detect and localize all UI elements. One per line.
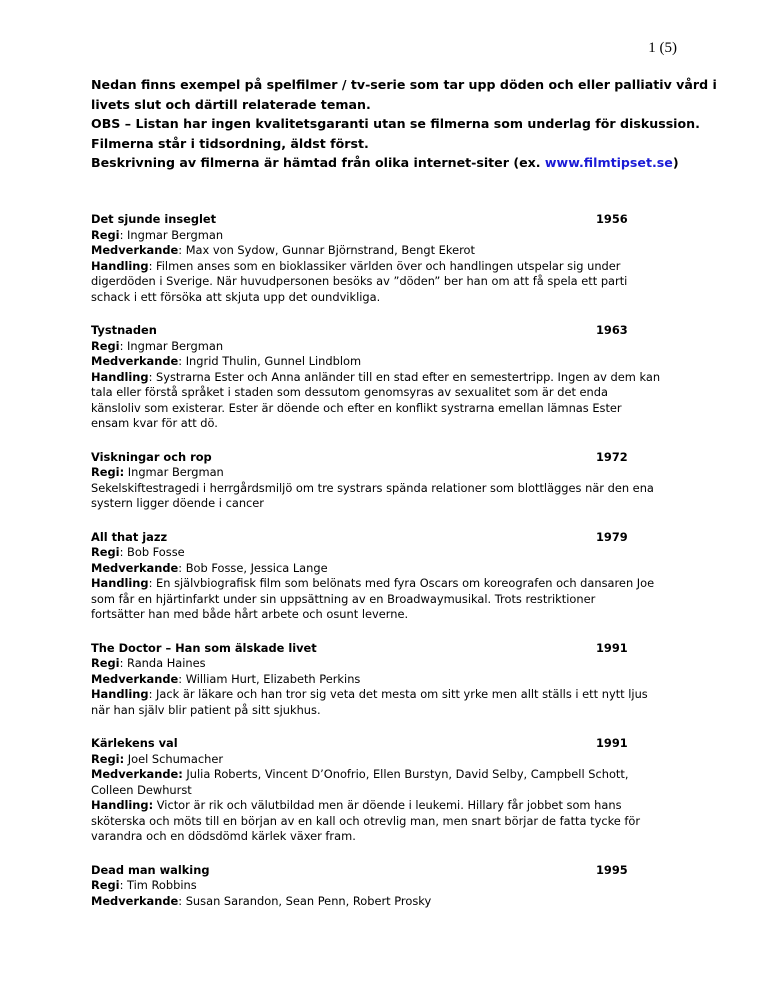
film-plot: tala eller förstå språket i staden som dessutom genomsyras av sexualitet som är det enda xyxy=(91,385,608,399)
film-plot: när han själv blir patient på sitt sjukhus. xyxy=(91,702,321,717)
film-director: Tim Robbins xyxy=(127,878,197,892)
film-year: 1979 xyxy=(596,529,628,544)
film-director: Bob Fosse xyxy=(127,545,185,559)
filmtipset-link[interactable]: www.filmtipset.se xyxy=(544,155,673,170)
intro-prefix: Beskrivning av filmerna är hämtad från olika internet-siter (ex. xyxy=(91,155,545,170)
film-plot: som får en hjärtinfarkt under sin uppsättning av en Broadwaymusikal. Trots restriktioner xyxy=(91,591,596,606)
handling-label: Handling xyxy=(91,258,149,273)
film-entry: All that jazz 1979 Regi: Bob Fosse Medverkande: Bob Fosse, Jessica Lange Handling: En självbiografisk film som belönats med fyra Oscars om koreografen och dansaren Joe som får en hjärtinfarkt under sin uppsättning av en Broadwaymusikal. Trots restriktioner fortsätter han med både hårt arbete och osunt leverne. xyxy=(91,530,691,623)
film-plot: Sekelskiftestragedi i herrgårdsmiljö om tre systrars spända relationer som blottlägges när den ena xyxy=(91,480,654,495)
film-year: 1995 xyxy=(596,862,628,877)
medverkande-label: Medverkande xyxy=(91,893,179,908)
regi-label: Regi: xyxy=(91,751,125,766)
film-title: All that jazz xyxy=(91,529,168,544)
film-cast: Julia Roberts, Vincent D’Onofrio, Ellen Burstyn, David Selby, Campbell Schott, xyxy=(186,767,629,781)
handling-label: Handling xyxy=(91,369,149,384)
film-plot: ensam kvar för att dö. xyxy=(91,416,218,430)
page-number: 1 (5) xyxy=(648,40,677,56)
intro-line: Nedan finns exempel på spelfilmer / tv-serie som tar upp döden och eller palliativ vård i xyxy=(91,77,717,92)
handling-label: Handling: xyxy=(91,798,154,812)
film-year: 1991 xyxy=(596,640,628,655)
film-entry xyxy=(91,736,691,845)
medverkande-label: Medverkande xyxy=(91,243,179,257)
film-plot: En självbiografisk film som belönats med fyra Oscars om koreografen och dansaren Joe xyxy=(156,576,655,590)
film-entry xyxy=(91,450,691,512)
film-title: Viskningar och rop xyxy=(91,449,212,464)
film-title: Det sjunde inseglet xyxy=(91,212,217,226)
regi-label: Regi xyxy=(91,656,120,670)
film-plot: sköterska och möts till en början av en kall och otrevlig man, men snart börjar de fatta tycke för xyxy=(91,813,641,828)
film-plot: Systrarna Ester och Anna anländer till en stad efter en semestertripp. Ingen av dem kan xyxy=(156,369,661,384)
film-year: 1991 xyxy=(596,736,628,750)
film-plot: känsloliv som existerar. Ester är döende och efter en konflikt systrarna emellan lämnas Ester xyxy=(91,400,622,415)
film-title: Kärlekens val xyxy=(91,736,178,750)
film-plot: systern ligger döende i cancer xyxy=(91,496,264,510)
film-entry: Tystnaden 1963 Regi: Ingmar Bergman Medverkande: Ingrid Thulin, Gunnel Lindblom Handling: Systrarna Ester och Anna anländer till en stad efter en semestertripp. Ingen av dem kan tala eller förstå språket i staden som dessutom genomsyras av sexualitet som är det enda känsloliv som existerar. Ester är döende och efter en konflikt systrarna emellan lämnas Ester ensam kvar för att dö. xyxy=(91,323,691,432)
intro-text xyxy=(91,75,717,173)
medverkande-label: Medverkande xyxy=(91,354,179,368)
regi-label: Regi xyxy=(91,227,120,242)
regi-label: Regi: xyxy=(91,465,125,479)
film-year: 1956 xyxy=(596,212,628,226)
intro-suffix: ) xyxy=(672,155,679,170)
film-cast: Colleen Dewhurst xyxy=(91,782,192,797)
film-cast: Susan Sarandon, Sean Penn, Robert Prosky xyxy=(185,893,432,908)
film-entry: Det sjunde inseglet 1956 Regi: Ingmar Bergman Medverkande: Max von Sydow, Gunnar Björnstrand, Bengt Ekerot Handling: Filmen anses som en bioklassiker världen över och handlingen utspelar sig under digerdöden i Sverige. När huvudpersonen besöks av ”döden” ber han om att få spela ett parti schack i ett försöka att skjuta upp det oundvikliga. xyxy=(91,212,691,305)
medverkande-label-text: Medverkande xyxy=(91,767,179,781)
film-plot: Jack är läkare och han tror sig veta det mesta om sitt yrke men allt ställs i ett nytt ljus xyxy=(156,687,648,701)
film-title: Dead man walking xyxy=(91,862,210,877)
regi-label: Regi xyxy=(91,878,120,892)
regi-label: Regi xyxy=(91,545,120,559)
film-cast: Bob Fosse, Jessica Lange xyxy=(185,560,328,575)
intro-line: Filmerna står i tidsordning, äldst först. xyxy=(91,135,369,151)
intro-line: livets slut och därtill relaterade teman. xyxy=(91,96,371,112)
film-cast: Max von Sydow, Gunnar Björnstrand, Bengt Ekerot xyxy=(185,243,475,257)
film-title: The Doctor – Han som älskade livet xyxy=(91,640,317,655)
film-list xyxy=(91,212,691,927)
film-director: Ingmar Bergman xyxy=(127,227,224,242)
film-director: Ingmar Bergman xyxy=(127,465,224,479)
film-director: Randa Haines xyxy=(127,656,206,670)
intro-line xyxy=(91,153,691,173)
regi-label-text: Regi xyxy=(91,751,120,766)
film-year: 1963 xyxy=(596,323,628,337)
regi-label-text: Regi xyxy=(91,465,120,479)
film-year: 1972 xyxy=(596,449,628,464)
handling-label: Handling xyxy=(91,687,149,701)
handling-label: Handling xyxy=(91,576,149,590)
film-plot: schack i ett försöka att skjuta upp det oundvikliga. xyxy=(91,289,381,304)
film-title: Tystnaden xyxy=(91,323,157,337)
film-director: Joel Schumacher xyxy=(127,751,224,766)
handling-label-text: Handling xyxy=(91,798,149,812)
regi-label: Regi xyxy=(91,338,120,353)
film-plot: fortsätter han med både hårt arbete och osunt leverne. xyxy=(91,607,409,621)
film-plot: digerdöden i Sverige. När huvudpersonen besöks av ”döden” ber han om att få spela ett parti xyxy=(91,274,628,288)
film-plot: Filmen anses som en bioklassiker världen över och handlingen utspelar sig under xyxy=(156,258,621,273)
film-director: Ingmar Bergman xyxy=(127,338,224,353)
medverkande-label: Medverkande xyxy=(91,560,179,575)
film-cast: William Hurt, Elizabeth Perkins xyxy=(185,671,361,686)
film-plot: Victor är rik och välutbildad men är döende i leukemi. Hillary får jobbet som hans xyxy=(156,798,622,812)
film-plot: varandra och en dödsdömd kärlek växer fram. xyxy=(91,829,356,843)
medverkande-label: Medverkande xyxy=(91,671,179,686)
film-entry: Dead man walking 1995 Regi: Tim Robbins Medverkande: Susan Sarandon, Sean Penn, Robert Prosky xyxy=(91,862,628,908)
film-entry: The Doctor – Han som älskade livet 1991 Regi: Randa Haines Medverkande: William Hurt, Elizabeth Perkins Handling: Jack är läkare och han tror sig veta det mesta om sitt yrke men allt ställs i ett nytt ljus när han själv blir patient på sitt sjukhus. xyxy=(91,641,691,719)
film-cast: Ingrid Thulin, Gunnel Lindblom xyxy=(185,354,362,368)
intro-line: OBS – Listan har ingen kvalitetsgaranti utan se filmerna som underlag för diskussion. xyxy=(91,116,700,131)
medverkande-label: Medverkande: xyxy=(91,767,183,781)
